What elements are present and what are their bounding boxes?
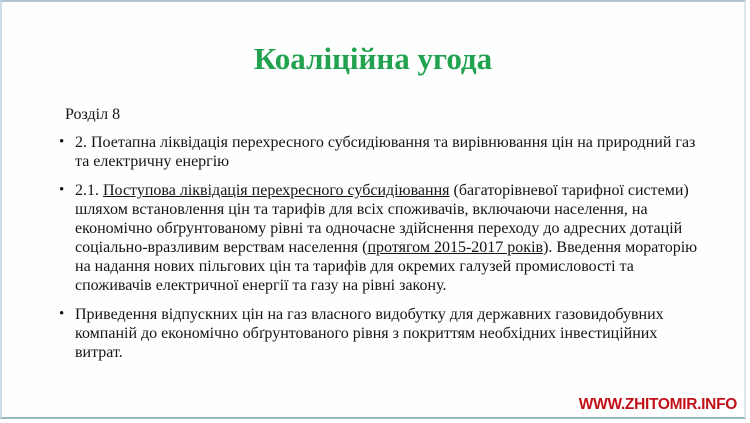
- underlined-text: протягом 2015-2017 років: [367, 239, 544, 256]
- bullet-item: [59, 305, 700, 362]
- slide-title: Коаліційна угода: [253, 41, 493, 76]
- text-segment: (багаторівневої тарифної системи) шляхом встановлення цін та тарифів для всіх споживачів, включаючи населення, на економічно обґрунтованому рівні та одночасне здійснення переходу до адресних дотацій соціально-вразливим верствам населення (: [75, 182, 689, 256]
- text-segment: 2.1.: [75, 182, 103, 199]
- bullet-item: [59, 133, 700, 171]
- section-heading: Розділ 8: [65, 106, 121, 123]
- underlined-text: Поступова ліквідація перехресного субсидіювання: [103, 182, 450, 199]
- text-segment: 2. Поетапна ліквідація перехресного субсидіювання та вирівнювання цін на природний газ та електричну енергію: [75, 134, 696, 170]
- bullet-list: [59, 133, 700, 362]
- slide-body: [59, 105, 700, 372]
- text-segment: Приведення відпускних цін на газ власного видобутку для державних газовидобувних компаній до економічно обґрунтованого рівня з покриттям необхідних інвестиційних витрат.: [75, 306, 664, 361]
- text-segment: ). Введення мораторію на надання нових пільгових цін та тарифів для окремих галузей промисловості та споживачів електричної енергії та газу на рівні закону.: [75, 239, 698, 294]
- bullet-item: [59, 181, 700, 295]
- watermark-text: WWW.ZHITOMIR.INFO: [574, 395, 742, 416]
